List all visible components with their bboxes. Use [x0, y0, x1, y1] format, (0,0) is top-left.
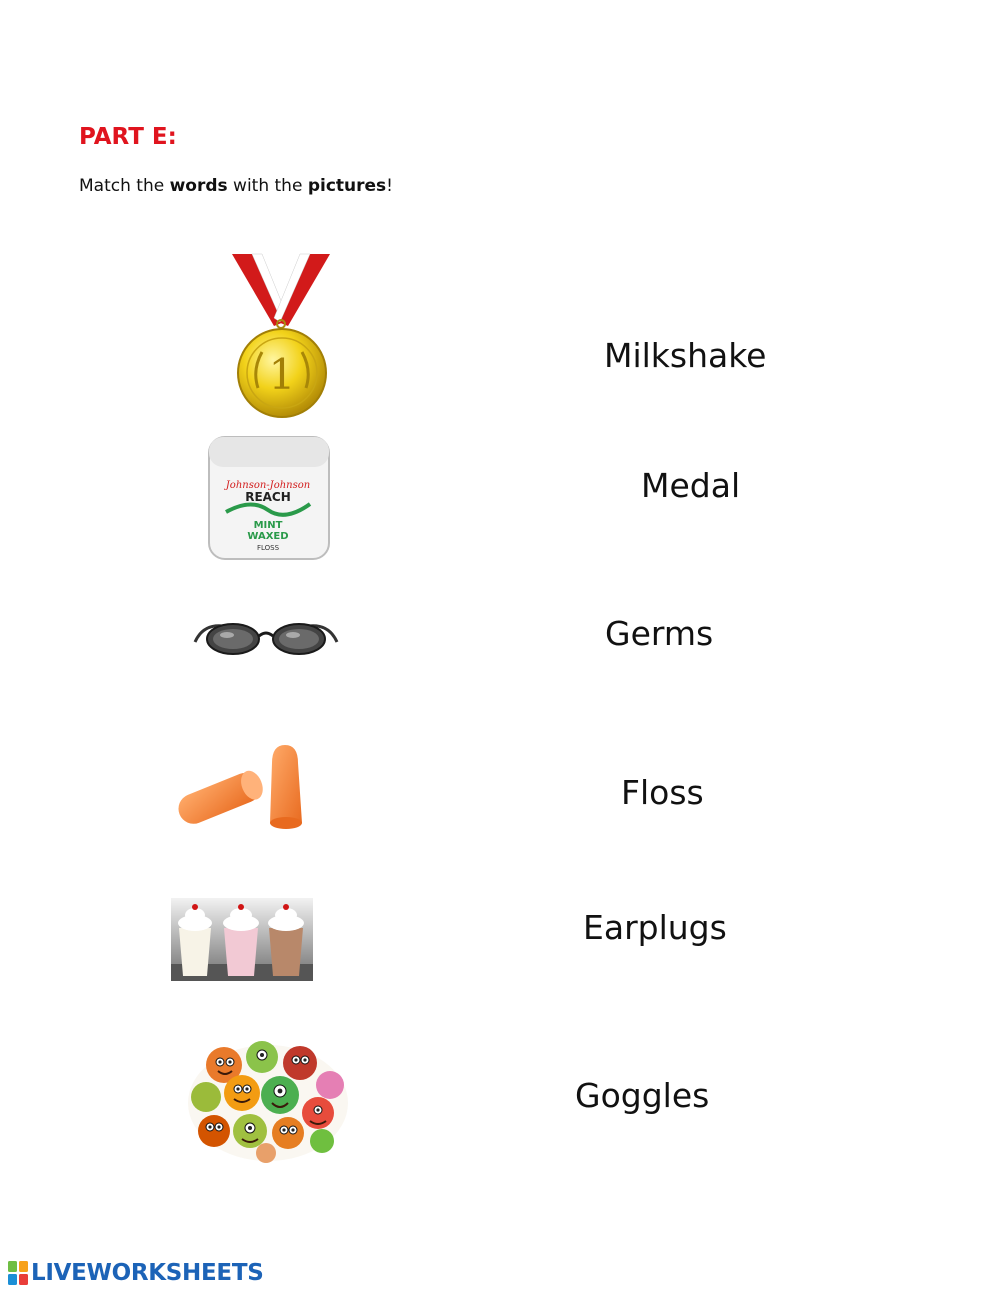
word-medal[interactable]: Medal: [641, 466, 741, 505]
milkshake-picture: [171, 898, 313, 981]
goggles-picture: [193, 614, 339, 664]
floss-name: REACH: [245, 490, 291, 504]
floss-picture: [206, 432, 334, 562]
word-milkshake[interactable]: Milkshake: [604, 336, 767, 375]
floss-brand: Johnson-Johnson: [225, 480, 311, 491]
liveworksheets-logo: [8, 1258, 263, 1288]
word-goggles[interactable]: Goggles: [575, 1076, 710, 1115]
floss-line-floss: FLOSS: [256, 544, 280, 552]
medal-number: 1: [268, 350, 296, 399]
word-earplugs[interactable]: Earplugs: [583, 908, 727, 947]
word-germs[interactable]: Germs: [605, 614, 714, 653]
instructions: Match the words with the pictures!: [79, 176, 393, 196]
floss-line-waxed: WAXED: [247, 531, 289, 542]
medal-picture: [222, 252, 340, 418]
floss-line-mint: MINT: [253, 520, 283, 531]
part-title: PART E:: [79, 124, 177, 150]
liveworksheets-logo-icon: [8, 1261, 28, 1285]
germs-picture: [184, 1035, 352, 1165]
word-floss[interactable]: Floss: [621, 773, 704, 812]
liveworksheets-brand: LIVEWORKSHEETS: [31, 1260, 264, 1286]
earplugs-picture: [170, 735, 320, 835]
